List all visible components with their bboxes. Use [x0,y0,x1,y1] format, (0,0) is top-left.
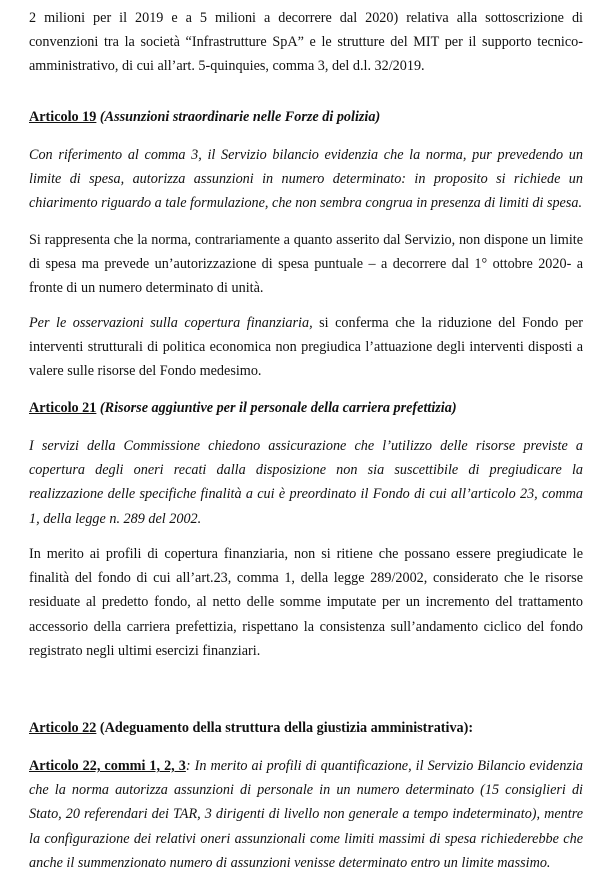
paragraph-art19-request: Con riferimento al comma 3, il Servizio bilancio evidenzia che la norma, pur prevedendo un limite di spesa, autorizza assunzioni in numero determinato: in proposito si richiede un chiarimento riguardo a tale formulazione, che non sembra congrua in presenza di limiti di spesa. [29,147,583,212]
article-label: Articolo 21 [29,400,97,416]
heading-articolo-19 [29,107,589,127]
paragraph-intro: 2 milioni per il 2019 e a 5 milioni a decorrere dal 2020) relativa alla sottoscrizione di convenzioni tra la società “Infrastrutture SpA” e le strutture del MIT per il supporto tecnico-amministrativo, di cui all’art. 5-quinquies, comma 3, del d.l. 32/2019. [29,10,583,75]
article-label: Articolo 22 [29,720,97,736]
paragraph-art21-request: I servizi della Commissione chiedono assicurazione che l’utilizzo delle risorse previste a copertura degli oneri recati dalla disposizione non sia suscettibile di pregiudicare la realizzazione delle specifiche finalità a cui è preordinato il Fondo di cui all’articolo 23, comma 1, della legge n. 289 del 2002. [29,438,583,527]
paragraph-text: : In merito ai profili di quantificazione, il Servizio Bilancio evidenzia che la norma autorizza assunzioni di personale in un numero determinato (15 consiglieri di Stato, 20 referendari dei TAR, 3 dirigenti di livello non generale a tempo indeterminato), mentre la configurazione dei relativi oneri assunzionali come limiti massimi di spesa richiederebbe che anche il summenzionato numero di assunzioni venisse determinato entro un limite massimo. [29,758,583,871]
paragraph-art21-response: In merito ai profili di copertura finanziaria, non si ritiene che possano essere pregiudicate le finalità del fondo di cui all’art.23, comma 1, della legge 289/2002, considerato che le risorse residuate al predetto fondo, al netto delle somme imputate per un incremento del trattamento accessorio della carriera prefettizia, rispettano la consistenza sull’andamento ciclico del fondo registrato negli ultimi esercizi finanziari. [29,546,583,659]
article-subtitle: (Assunzioni straordinarie nelle Forze di polizia) [99,109,381,125]
article-label: Articolo 19 [29,109,97,125]
article-subtitle: (Risorse aggiuntive per il personale della carriera prefettizia) [99,400,457,416]
paragraph-art22-commi [29,754,583,875]
paragraph-art19-copertura [29,311,583,384]
article-subtitle: (Adeguamento della struttura della giustizia amministrativa): [99,720,474,736]
paragraph-rest: si conferma che la riduzione del Fondo per interventi strutturali di politica economica non pregiudica l’attuazione degli interventi disposti a valere sulle risorse del Fondo medesimo. [29,315,583,380]
paragraph-art19-response: Si rappresenta che la norma, contrariamente a quanto asserito dal Servizio, non dispone un limite di spesa ma prevede un’autorizzazione di spesa puntuale – a decorrere dal 1° ottobre 2020- a fronte di un numero determinato di unità. [29,232,583,297]
heading-articolo-22 [29,718,589,738]
article-inline-label: Articolo 22, commi 1, 2, 3 [29,758,186,774]
paragraph-lead-italic: Per le osservazioni sulla copertura finanziaria, [29,315,313,331]
heading-articolo-21 [29,398,589,418]
